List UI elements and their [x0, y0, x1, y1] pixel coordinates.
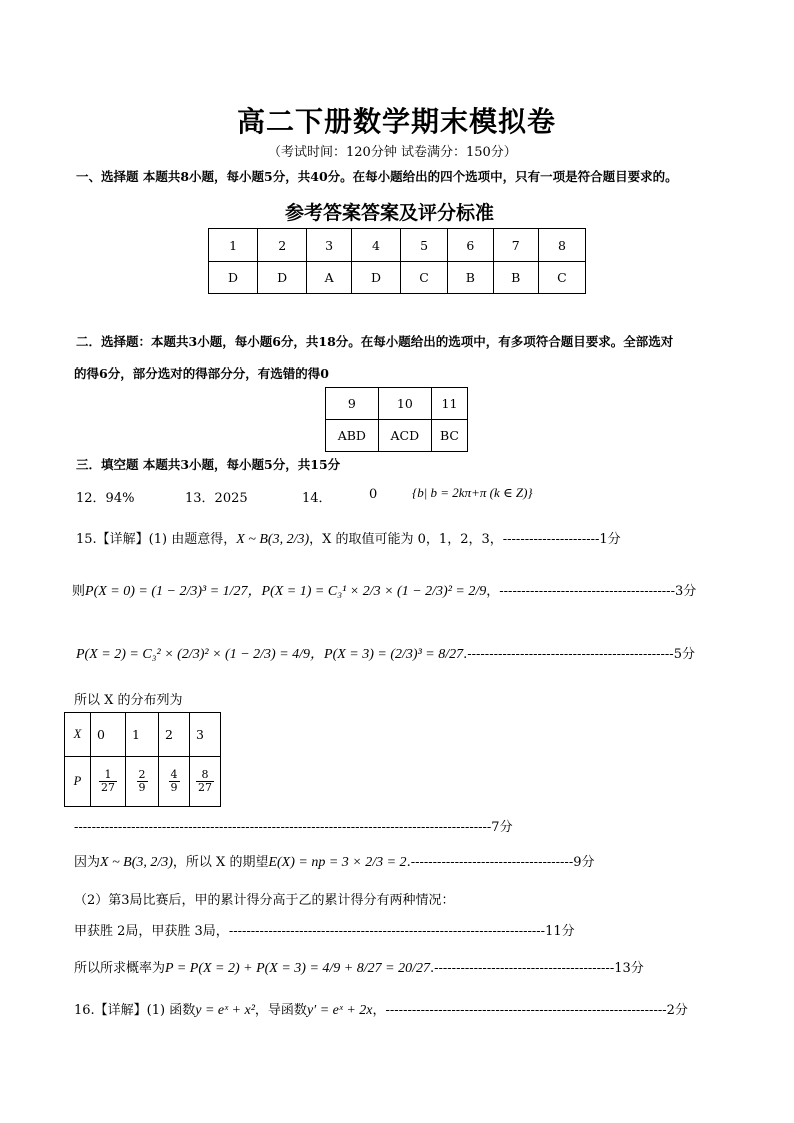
answer-12: 12．94% — [76, 491, 135, 506]
page-title: 高二下册数学期末模拟卷 — [237, 105, 557, 138]
binomial-dist: X ~ B(3, 2/3) — [100, 855, 173, 870]
table-cell: ABD — [326, 420, 379, 452]
answer-14-zero: 0 — [369, 487, 378, 502]
distribution-table — [64, 712, 221, 807]
formula-derivative: y′ = eˣ + 2x — [306, 1003, 373, 1018]
table-cell — [159, 757, 190, 807]
score-dash: .-------------------------------------9分 — [406, 855, 595, 870]
table-cell: 11 — [432, 388, 468, 420]
table-cell: D — [258, 262, 307, 294]
table-cell: 1 — [209, 229, 258, 262]
part2-result: 所以所求概率为P = P(X = 2) + P(X = 3) = 4/9 + 8/27 = 20/27.-----------------------------------------13分 — [74, 961, 644, 976]
table-cell: 5 — [401, 229, 448, 262]
formula-probability: P = P(X = 2) + P(X = 3) = 4/9 + 8/27 = 20/27 — [165, 961, 430, 976]
answer-table-2 — [325, 387, 468, 452]
q15-line3 — [76, 643, 695, 663]
table-cell: ACD — [378, 420, 431, 452]
answer-heading: 参考答案答案及评分标准 — [285, 202, 495, 224]
score-dash-7: -----------------------------------------------------------------------------------------------7分 — [74, 820, 513, 835]
table-cell — [126, 757, 159, 807]
so-expectation: ，所以 X 的期望 — [172, 855, 269, 870]
formula-p0: P(X = 0) = (1 − 2/3)³ = 1/27 — [85, 584, 248, 599]
table-cell: P — [65, 757, 91, 807]
formula-p1: ，P(X = 1) = C₃¹ × 2/3 × (1 − 2/3)² = 2/9 — [247, 584, 487, 599]
table-cell: 8 — [538, 229, 585, 262]
q15-line2 — [72, 580, 696, 600]
section1-heading: 一、选择题 本题共8小题，每小题5分，共40分。在每小题给出的四个选项中，只有一项是符合题目要求的。 — [76, 169, 678, 184]
table-cell: C — [538, 262, 585, 294]
table-cell: 1 — [126, 713, 159, 757]
table-cell: BC — [432, 420, 468, 452]
score-dash: ，----------------------------------------------------------------2分 — [372, 1003, 688, 1018]
answer-14-set: {b| b = 2kπ+π (k ∈ Z)} — [412, 485, 533, 500]
section2-heading-cont: 的得6分，部分选对的得部分分，有选错的得0 — [74, 366, 329, 381]
score-dash: ----------------------1分 — [502, 532, 621, 547]
q16-line1: 16.【详解】(1) 函数y = eˣ + x²，导函数y′ = eˣ + 2x，----------------------------------------------------------------2分 — [74, 1003, 688, 1018]
q15-intro: 15.【详解】(1) 由题意得， — [76, 532, 237, 547]
q15-values: ，X 的取值可能为 0，1，2，3， — [309, 532, 503, 547]
table-cell: 10 — [378, 388, 431, 420]
table-cell: 3 — [190, 713, 221, 757]
section2-heading: 二．选择题：本题共3小题，每小题6分，共18分。在每小题给出的选项中，有多项符合题目要求。全部选对 — [76, 334, 674, 349]
dist-heading: 所以 X 的分布列为 — [74, 693, 183, 708]
formula-expectation: E(X) = np = 3 × 2/3 = 2 — [268, 855, 407, 870]
table-cell: 4 — [351, 229, 400, 262]
answer-table-1 — [208, 228, 586, 294]
score-dash: .-----------------------------------------13分 — [429, 961, 644, 976]
formula-function: y = eˣ + x² — [195, 1003, 255, 1018]
part2-cases: 甲获胜 2局，甲获胜 3局，------------------------------------------------------------------------11分 — [74, 924, 575, 939]
table-cell: 9 — [326, 388, 379, 420]
fraction: $\frac{1}{27}$ — [101, 768, 115, 794]
table-cell: B — [448, 262, 493, 294]
table-cell: A — [307, 262, 352, 294]
answer-13: 13．2025 — [185, 491, 248, 506]
table-cell: X — [65, 713, 91, 757]
exam-info: （考试时间：120分钟 试卷满分：150分） — [268, 145, 517, 160]
table-cell: 7 — [493, 229, 538, 262]
table-cell: D — [209, 262, 258, 294]
formula-p2: P(X = 2) = C₃² × (2/3)² × (1 − 2/3) = 4/9 — [76, 647, 311, 662]
because: 因为 — [74, 855, 101, 870]
part2-intro: （2）第3局比赛后，甲的累计得分高于乙的累计得分有两种情况： — [74, 893, 455, 908]
answer-14: 14． — [302, 491, 332, 506]
table-cell — [91, 757, 126, 807]
score-dash: ，----------------------------------------3分 — [486, 584, 697, 599]
table-cell: 0 — [91, 713, 126, 757]
table-cell: D — [351, 262, 400, 294]
table-cell: 6 — [448, 229, 493, 262]
formula-p3: ，P(X = 3) = (2/3)³ = 8/27 — [310, 647, 464, 662]
score-dash: .-----------------------------------------------5分 — [463, 647, 695, 662]
table-cell: C — [401, 262, 448, 294]
fraction: $\frac{4}{9}$ — [170, 768, 178, 794]
table-cell: 2 — [258, 229, 307, 262]
q15-expectation — [74, 851, 595, 871]
fraction: $\frac{8}{27}$ — [198, 768, 212, 794]
table-cell: 2 — [159, 713, 190, 757]
fraction: $\frac{2}{9}$ — [138, 768, 146, 794]
binomial-dist: X ~ B(3, 2/3) — [236, 532, 310, 547]
score-dash: ------------------------------------------------------------------------11分 — [228, 924, 575, 939]
table-cell: B — [493, 262, 538, 294]
table-cell — [190, 757, 221, 807]
q15-then: 则 — [72, 584, 86, 599]
section3-heading: 三．填空题 本题共3小题，每小题5分，共15分 — [76, 457, 341, 472]
q15-line1 — [76, 528, 621, 548]
table-cell: 3 — [307, 229, 352, 262]
